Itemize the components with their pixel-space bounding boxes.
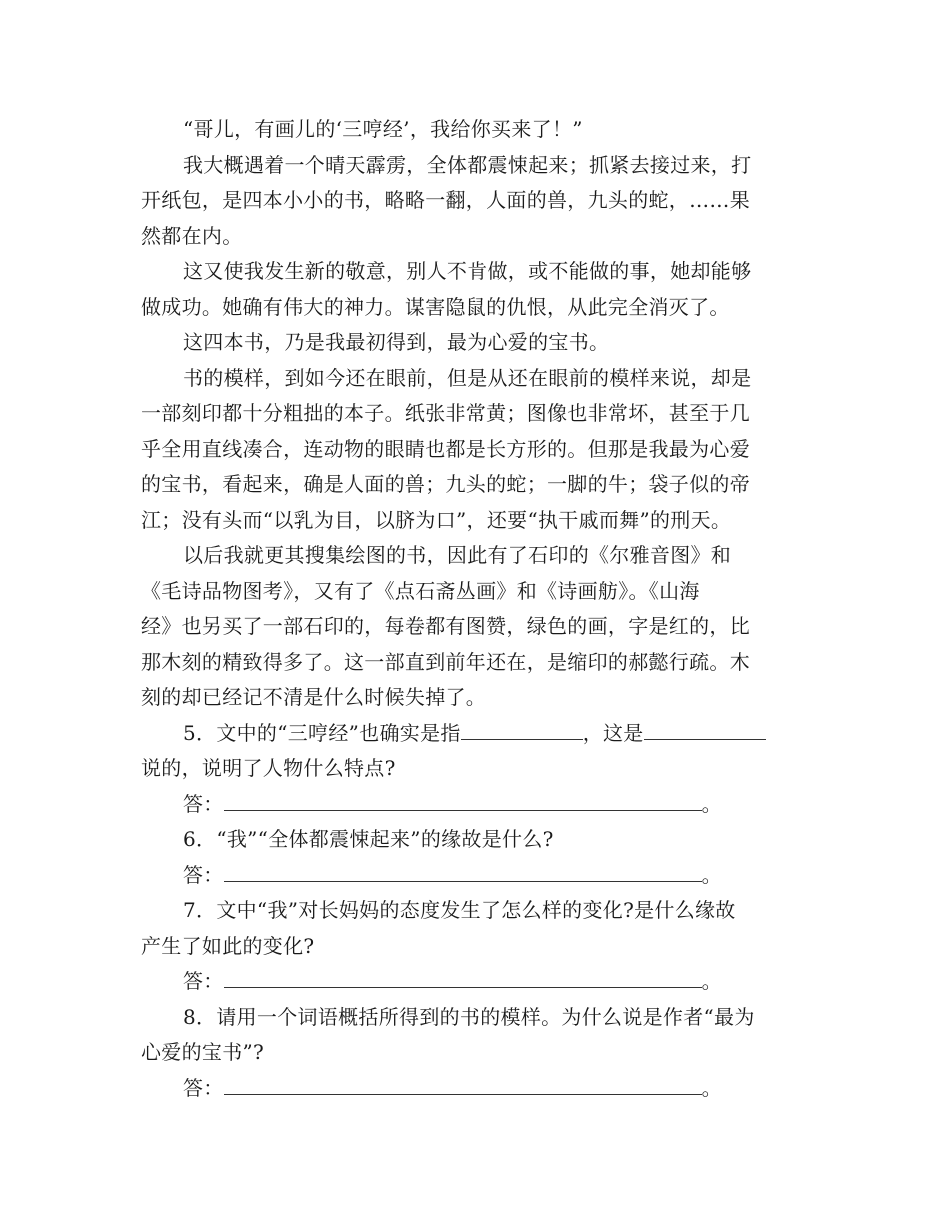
passage-line: “哥儿，有画儿的‘三哼经’，我给你买来了！”: [183, 117, 583, 141]
passage-line: 做成功。她确有伟大的神力。谋害隐鼠的仇恨，从此完全消灭了。: [141, 294, 730, 319]
passage-line: 的宝书，看起来，确是人面的兽；九头的蛇；一脚的牛；袋子似的帝: [141, 472, 750, 496]
passage-line: 《毛诗品物图考》，又有了《点石斋丛画》和《诗画舫》。《山海: [141, 578, 700, 603]
answer-label: 答：: [183, 862, 224, 887]
answer-blank[interactable]: [461, 717, 583, 740]
question-text: 5．文中的“三哼经”也确实是指: [183, 720, 461, 745]
passage-line: 刻的却已经记不清是什么时候失掉了。: [141, 685, 487, 709]
passage-line: 然都在内。: [141, 223, 243, 248]
question-text: 6．“我”“全体都震悚起来”的缘故是什么?: [183, 827, 554, 851]
passage-line: 这四本书，乃是我最初得到，最为心爱的宝书。: [183, 330, 610, 354]
answer-end: 。: [701, 791, 722, 816]
answer-end: 。: [701, 969, 722, 993]
question-text: 说的，说明了人物什么特点?: [141, 756, 396, 780]
document-page: [141, 112, 811, 1106]
passage-line: 开纸包，是四本小小的书，略略一翻，人面的兽，九头的蛇，……果: [141, 188, 750, 212]
passage-line: 这又使我发生新的敬意，别人不肯做，或不能做的事，她却能够: [183, 259, 752, 283]
passage-line: 那木刻的精致得多了。这一部直到前年还在，是缩印的郝懿行疏。木: [141, 649, 750, 674]
question-8: [141, 1000, 811, 1107]
question-text: 7．文中“我”对长妈妈的态度发生了怎么样的变化?是什么缘故: [183, 898, 736, 922]
answer-end: 。: [701, 1075, 722, 1100]
answer-blank[interactable]: [224, 788, 702, 811]
passage: [141, 112, 811, 716]
answer-label: 答：: [183, 1075, 224, 1100]
answer-label: 答：: [183, 791, 224, 816]
answer-blank[interactable]: [224, 1072, 702, 1095]
question-text: ，这是: [582, 720, 644, 745]
passage-line: 以后我就更其搜集绘图的书，因此有了石印的《尔雅音图》和: [183, 543, 732, 567]
question-text: 心爱的宝书”?: [141, 1040, 265, 1064]
passage-line: 江；没有头而“以乳为目，以脐为口”，还要“执干戚而舞”的刑天。: [141, 507, 732, 532]
question-7: [141, 893, 811, 1000]
question-6: [141, 822, 811, 893]
answer-blank[interactable]: [224, 859, 702, 882]
passage-line: 一部刻印都十分粗拙的本子。纸张非常黄；图像也非常坏，甚至于几: [141, 401, 750, 425]
answer-blank[interactable]: [224, 965, 702, 988]
passage-line: 乎全用直线凑合，连动物的眼睛也都是长方形的。但那是我最为心爱: [141, 436, 750, 461]
answer-blank[interactable]: [644, 717, 766, 740]
passage-line: 我大概遇着一个晴天霹雳，全体都震悚起来；抓紧去接过来，打: [183, 152, 752, 177]
question-text: 8．请用一个词语概括所得到的书的模样。为什么说是作者“最为: [183, 1004, 755, 1029]
passage-line: 书的模样，到如今还在眼前，但是从还在眼前的模样来说，却是: [183, 365, 752, 390]
answer-label: 答：: [183, 969, 224, 993]
passage-line: 经》也另买了一部石印的，每卷都有图赞，绿色的画，字是红的，比: [141, 614, 750, 638]
answer-end: 。: [701, 862, 722, 887]
question-text: 产生了如此的变化?: [141, 933, 315, 958]
question-5: [141, 716, 811, 823]
